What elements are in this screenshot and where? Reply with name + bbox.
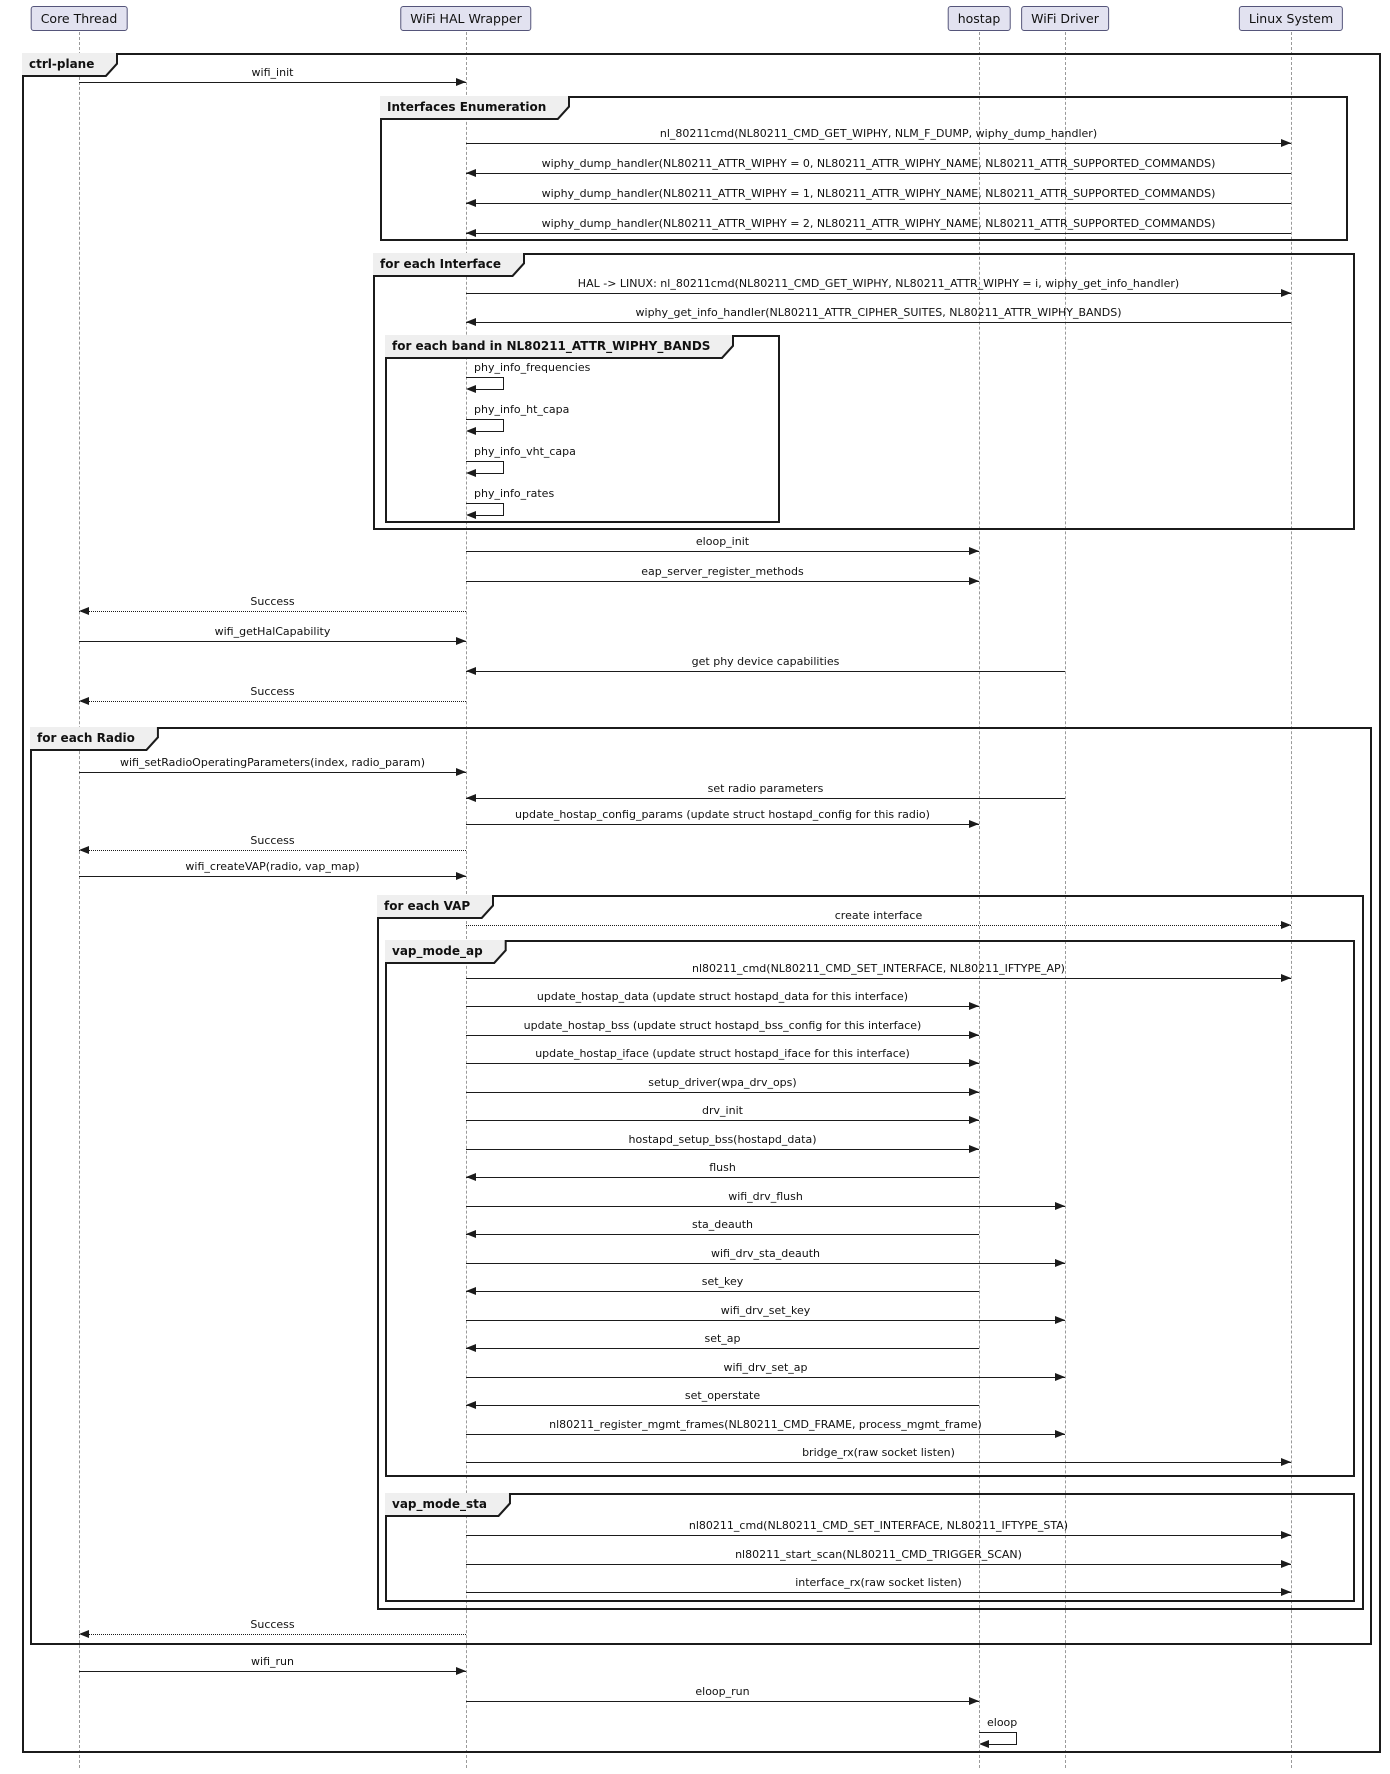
arrowhead	[456, 637, 466, 645]
message-line	[79, 1671, 466, 1672]
arrowhead	[466, 469, 476, 477]
frame-tab	[373, 253, 525, 277]
frame-label: for each Radio	[37, 731, 135, 745]
message-line	[466, 1377, 1065, 1378]
message-label: Success	[250, 685, 295, 698]
message-label: sta_deauth	[691, 1218, 754, 1231]
self-message-line	[988, 1744, 1017, 1745]
arrowhead	[466, 1401, 476, 1409]
message-label: bridge_rx(raw socket listen)	[802, 1446, 955, 1459]
arrowhead	[1281, 1560, 1291, 1568]
frame-tab	[380, 96, 570, 120]
frame-label: for each Interface	[380, 257, 502, 271]
arrowhead	[1281, 139, 1291, 147]
arrowhead	[456, 78, 466, 86]
message-label: set_ap	[704, 1332, 741, 1345]
arrowhead	[969, 1059, 979, 1067]
self-message-line	[475, 515, 504, 516]
self-message-label: phy_info_frequencies	[474, 361, 591, 374]
arrowhead	[466, 229, 476, 237]
message-line	[79, 701, 466, 702]
message-line	[466, 1291, 979, 1292]
message-label: get phy device capabilities	[691, 655, 840, 668]
arrowhead	[969, 1088, 979, 1096]
message-label: setup_driver(wpa_drv_ops)	[648, 1076, 797, 1089]
message-label: interface_rx(raw socket listen)	[795, 1576, 962, 1589]
message-line	[466, 581, 979, 582]
arrowhead	[1055, 1316, 1065, 1324]
arrowhead	[969, 1116, 979, 1124]
message-label: wifi_setRadioOperatingParameters(index, radio_param)	[119, 756, 426, 769]
message-label: wifi_drv_flush	[728, 1190, 803, 1203]
frame-label: vap_mode_ap	[392, 944, 483, 958]
arrowhead	[1055, 1259, 1065, 1267]
message-line	[466, 671, 1065, 672]
message-label: eloop_run	[695, 1685, 750, 1698]
arrowhead	[456, 1667, 466, 1675]
message-line	[79, 1634, 466, 1635]
message-line	[466, 798, 1065, 799]
message-line	[466, 1206, 1065, 1207]
frame-tab	[30, 727, 159, 751]
message-line	[466, 1405, 979, 1406]
message-line	[466, 322, 1291, 323]
participant-hostap: hostap	[948, 6, 1011, 31]
message-line	[79, 850, 466, 851]
participant-core-thread: Core Thread	[31, 6, 128, 31]
frame-tab	[22, 53, 118, 77]
arrowhead	[969, 1031, 979, 1039]
participant-wifi-hal-wrapper: WiFi HAL Wrapper	[400, 6, 531, 31]
self-message-label: eloop	[987, 1716, 1018, 1729]
message-line	[466, 173, 1291, 174]
message-line	[466, 978, 1291, 979]
arrowhead	[456, 872, 466, 880]
arrowhead	[969, 577, 979, 585]
arrowhead	[1281, 289, 1291, 297]
message-label: wifi_drv_set_key	[720, 1304, 811, 1317]
arrowhead	[79, 607, 89, 615]
arrowhead	[466, 427, 476, 435]
arrowhead	[1281, 1531, 1291, 1539]
self-message-line	[475, 473, 504, 474]
message-label: wifi_createVAP(radio, vap_map)	[185, 860, 360, 873]
arrowhead	[969, 1145, 979, 1153]
message-label: Success	[250, 595, 295, 608]
arrowhead	[979, 1740, 989, 1748]
message-label: wiphy_dump_handler(NL80211_ATTR_WIPHY = 2, NL80211_ATTR_WIPHY_NAME, NL80211_ATTR_SUPPORTED_COMMANDS)	[541, 217, 1216, 230]
frame-label: ctrl-plane	[29, 57, 95, 71]
message-line	[466, 1462, 1291, 1463]
message-line	[466, 1434, 1065, 1435]
participant-wifi-driver: WiFi Driver	[1021, 6, 1109, 31]
self-message-line	[979, 1732, 1017, 1733]
message-label: HAL -> LINUX: nl_80211cmd(NL80211_CMD_GET_WIPHY, NL80211_ATTR_WIPHY = i, wiphy_get_info_handler)	[577, 277, 1180, 290]
arrowhead	[1055, 1202, 1065, 1210]
message-label: nl80211_start_scan(NL80211_CMD_TRIGGER_SCAN)	[735, 1548, 1022, 1561]
message-line	[466, 203, 1291, 204]
message-label: drv_init	[702, 1104, 743, 1117]
message-label: update_hostap_data (update struct hostapd_data for this interface)	[536, 990, 909, 1003]
message-line	[466, 1177, 979, 1178]
arrowhead	[969, 820, 979, 828]
arrowhead	[1281, 1588, 1291, 1596]
message-label: eloop_init	[695, 535, 750, 548]
message-line	[466, 1234, 979, 1235]
arrowhead	[466, 1344, 476, 1352]
arrowhead	[466, 318, 476, 326]
message-label: set_operstate	[684, 1389, 761, 1402]
message-label: create interface	[834, 909, 923, 922]
arrowhead	[969, 1002, 979, 1010]
message-line	[466, 1348, 979, 1349]
self-message-label: phy_info_rates	[474, 487, 555, 500]
message-label: nl80211_cmd(NL80211_CMD_SET_INTERFACE, NL80211_IFTYPE_AP)	[692, 962, 1065, 975]
message-label: Success	[250, 834, 295, 847]
message-label: wiphy_dump_handler(NL80211_ATTR_WIPHY = 0, NL80211_ATTR_WIPHY_NAME, NL80211_ATTR_SUPPORTED_COMMANDS)	[541, 157, 1216, 170]
arrowhead	[1281, 921, 1291, 929]
frame-tab	[385, 940, 507, 964]
arrowhead	[466, 199, 476, 207]
message-line	[466, 293, 1291, 294]
message-line	[79, 876, 466, 877]
self-message-line	[475, 431, 504, 432]
arrowhead	[1055, 1430, 1065, 1438]
arrowhead	[79, 697, 89, 705]
message-line	[79, 611, 466, 612]
message-line	[466, 925, 1291, 926]
self-message-label: phy_info_vht_capa	[474, 445, 576, 458]
message-line	[466, 233, 1291, 234]
message-line	[466, 1535, 1291, 1536]
arrowhead	[466, 794, 476, 802]
arrowhead	[79, 846, 89, 854]
message-label: hostapd_setup_bss(hostapd_data)	[628, 1133, 817, 1146]
message-line	[466, 1063, 979, 1064]
message-label: nl80211_register_mgmt_frames(NL80211_CMD_FRAME, process_mgmt_frame)	[549, 1418, 982, 1431]
arrowhead	[466, 385, 476, 393]
message-label: eap_server_register_methods	[641, 565, 804, 578]
message-line	[466, 1006, 979, 1007]
message-line	[466, 1035, 979, 1036]
arrowhead	[466, 1230, 476, 1238]
message-label: Success	[250, 1618, 295, 1631]
arrowhead	[466, 511, 476, 519]
frame-label: vap_mode_sta	[392, 1497, 487, 1511]
message-label: wifi_run	[251, 1655, 294, 1668]
message-line	[466, 1092, 979, 1093]
participant-linux-system: Linux System	[1239, 6, 1343, 31]
message-label: wifi_drv_sta_deauth	[710, 1247, 821, 1260]
message-line	[466, 1564, 1291, 1565]
frame-label: Interfaces Enumeration	[387, 100, 547, 114]
self-message-line	[466, 377, 504, 378]
message-line	[466, 1320, 1065, 1321]
message-label: nl80211_cmd(NL80211_CMD_SET_INTERFACE, NL80211_IFTYPE_STA)	[688, 1519, 1069, 1532]
message-label: update_hostap_bss (update struct hostapd_bss_config for this interface)	[523, 1019, 922, 1032]
message-label: update_hostap_config_params (update struct hostapd_config for this radio)	[515, 808, 930, 821]
arrowhead	[466, 169, 476, 177]
self-message-label: phy_info_ht_capa	[474, 403, 570, 416]
message-label: nl_80211cmd(NL80211_CMD_GET_WIPHY, NLM_F_DUMP, wiphy_dump_handler)	[659, 127, 1098, 140]
self-message-line	[475, 389, 504, 390]
message-label: update_hostap_iface (update struct hostapd_iface for this interface)	[535, 1047, 910, 1060]
frame-tab	[385, 335, 734, 359]
message-line	[79, 82, 466, 83]
arrowhead	[1281, 1458, 1291, 1466]
self-message-line	[466, 419, 504, 420]
message-line	[466, 1701, 979, 1702]
message-line	[466, 551, 979, 552]
arrowhead	[466, 1287, 476, 1295]
message-line	[466, 1120, 979, 1121]
message-label: wiphy_get_info_handler(NL80211_ATTR_CIPHER_SUITES, NL80211_ATTR_WIPHY_BANDS)	[635, 306, 1122, 319]
message-line	[466, 1149, 979, 1150]
message-label: flush	[709, 1161, 736, 1174]
arrowhead	[1281, 974, 1291, 982]
arrowhead	[456, 768, 466, 776]
frame-label: for each VAP	[384, 899, 471, 913]
message-label: wifi_init	[251, 66, 294, 79]
frame-tab	[377, 895, 494, 919]
message-line	[466, 143, 1291, 144]
message-line	[466, 1592, 1291, 1593]
message-line	[466, 1263, 1065, 1264]
arrowhead	[466, 667, 476, 675]
message-label: wifi_drv_set_ap	[723, 1361, 808, 1374]
arrowhead	[466, 1173, 476, 1181]
message-label: wifi_getHalCapability	[214, 625, 331, 638]
self-message-line	[466, 461, 504, 462]
message-line	[79, 641, 466, 642]
message-line	[466, 824, 979, 825]
frame-tab	[385, 1493, 511, 1517]
arrowhead	[969, 547, 979, 555]
message-label: set_key	[701, 1275, 744, 1288]
self-message-line	[466, 503, 504, 504]
message-line	[79, 772, 466, 773]
arrowhead	[79, 1630, 89, 1638]
frame-label: for each band in NL80211_ATTR_WIPHY_BANDS	[392, 339, 711, 353]
arrowhead	[969, 1697, 979, 1705]
message-label: wiphy_dump_handler(NL80211_ATTR_WIPHY = 1, NL80211_ATTR_WIPHY_NAME, NL80211_ATTR_SUPPORTED_COMMANDS)	[541, 187, 1216, 200]
arrowhead	[1055, 1373, 1065, 1381]
message-label: set radio parameters	[707, 782, 824, 795]
